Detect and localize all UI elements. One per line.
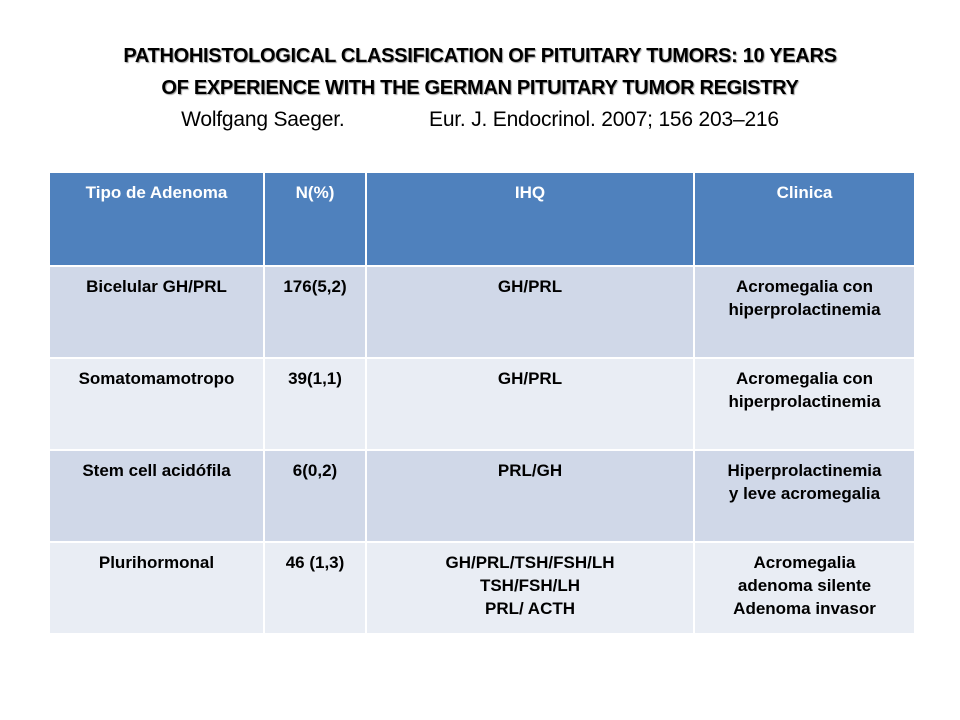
cell-tipo: Stem cell acidófila (49, 450, 264, 542)
cell-clinica-line: hiperprolactinemia (728, 300, 881, 319)
cell-clinica-line: hiperprolactinemia (728, 392, 881, 411)
table-row (49, 266, 915, 358)
header-n: N(%) (264, 172, 366, 266)
cell-ihq-line: GH/PRL (497, 277, 563, 296)
cell-ihq-line: GH/PRL (497, 369, 563, 388)
cell-tipo: Somatomamotropo (49, 358, 264, 450)
cell-n: 46 (1,3) (264, 542, 366, 634)
citation-line (40, 104, 920, 136)
header-clinica: Clinica (694, 172, 915, 266)
cell-tipo: Bicelular GH/PRL (49, 266, 264, 358)
cell-clinica (694, 358, 915, 450)
title-line-1: PATHOHISTOLOGICAL CLASSIFICATION OF PITUITARY TUMORS: 10 YEARS (123, 45, 837, 67)
title-line-2: OF EXPERIENCE WITH THE GERMAN PITUITARY TUMOR REGISTRY (161, 77, 799, 99)
cell-ihq-line: GH/PRL/TSH/FSH/LH (445, 553, 615, 572)
cell-ihq (366, 358, 694, 450)
slide-title (40, 40, 920, 136)
cell-clinica-line: Hiperprolactinemia (727, 461, 882, 480)
table-row (49, 450, 915, 542)
cell-n: 176(5,2) (264, 266, 366, 358)
adenoma-table (48, 171, 916, 635)
author-name: Wolfgang Saeger. (181, 108, 345, 131)
cell-clinica-line: adenoma silente (737, 576, 872, 595)
cell-clinica (694, 450, 915, 542)
cell-ihq-line: PRL/ ACTH (484, 599, 576, 618)
cell-ihq-line: TSH/FSH/LH (479, 576, 581, 595)
cell-n: 6(0,2) (264, 450, 366, 542)
cell-tipo: Plurihormonal (49, 542, 264, 634)
cell-n: 39(1,1) (264, 358, 366, 450)
table-row (49, 358, 915, 450)
cell-ihq-line: PRL/GH (497, 461, 563, 480)
cell-clinica-line: Adenoma invasor (733, 599, 876, 618)
journal-citation: Eur. J. Endocrinol. 2007; 156 203–216 (429, 108, 779, 131)
cell-ihq (366, 450, 694, 542)
cell-clinica-line: Acromegalia (753, 553, 856, 572)
cell-ihq (366, 542, 694, 634)
table-row (49, 542, 915, 634)
table-header-row (49, 172, 915, 266)
header-tipo: Tipo de Adenoma (49, 172, 264, 266)
cell-clinica-line: Acromegalia con (736, 369, 873, 388)
cell-clinica-line: Acromegalia con (736, 277, 873, 296)
cell-clinica (694, 266, 915, 358)
cell-clinica-line: y leve acromegalia (728, 484, 881, 503)
cell-ihq (366, 266, 694, 358)
cell-clinica (694, 542, 915, 634)
header-ihq: IHQ (366, 172, 694, 266)
